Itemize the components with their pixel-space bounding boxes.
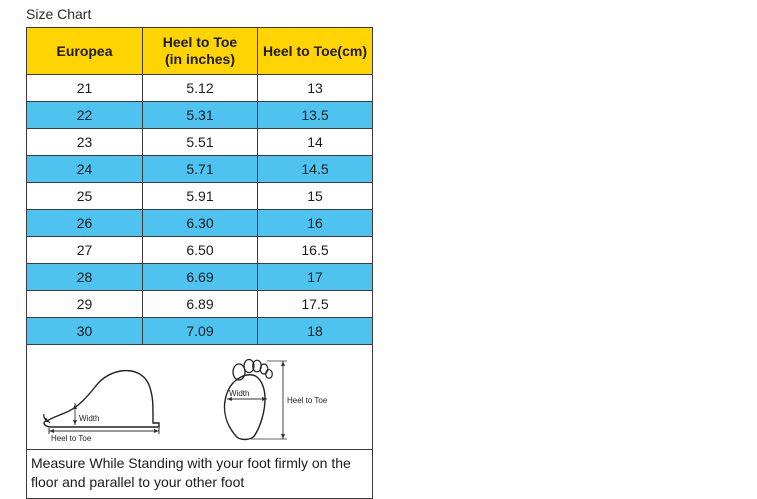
table-row: [27, 183, 373, 210]
cell-cm: 16: [258, 210, 373, 237]
cell-inches: 5.51: [143, 129, 258, 156]
cell-inches: 7.09: [143, 318, 258, 345]
size-chart-table: [26, 27, 373, 499]
table-row: [27, 291, 373, 318]
column-header-heel-to-toe-cm: [258, 28, 373, 75]
cell-europea: 22: [27, 102, 143, 129]
cell-europea: 25: [27, 183, 143, 210]
cell-inches: 5.91: [143, 183, 258, 210]
column-header-inches-line1: Heel to Toe: [162, 34, 238, 50]
table-row: [27, 264, 373, 291]
side-view-heel-to-toe-label: Heel to Toe: [51, 434, 92, 443]
cell-europea: 29: [27, 291, 143, 318]
cell-inches: 6.69: [143, 264, 258, 291]
column-header-heel-to-toe-inches: [143, 28, 258, 75]
cell-inches: 6.30: [143, 210, 258, 237]
table-row: [27, 210, 373, 237]
cell-inches: 5.12: [143, 75, 258, 102]
cell-europea: 21: [27, 75, 143, 102]
cell-europea: 28: [27, 264, 143, 291]
cell-europea: 30: [27, 318, 143, 345]
cell-inches: 6.89: [143, 291, 258, 318]
cell-cm: 16.5: [258, 237, 373, 264]
column-header-europea: [27, 28, 143, 75]
top-view-width-label: Width: [229, 389, 250, 398]
cell-cm: 13.5: [258, 102, 373, 129]
cell-cm: 15: [258, 183, 373, 210]
top-view-heel-to-toe-label: Heel to Toe: [287, 396, 328, 405]
cell-europea: 27: [27, 237, 143, 264]
cell-inches: 6.50: [143, 237, 258, 264]
cell-cm: 17.5: [258, 291, 373, 318]
measurement-diagram: [27, 345, 372, 449]
table-header: [27, 28, 373, 75]
cell-cm: 17: [258, 264, 373, 291]
table-row: [27, 102, 373, 129]
measurement-note: Measure While Standing with your foot firmly on the floor and parallel to your other foot: [27, 450, 373, 499]
column-header-europea-line1: Europea: [56, 42, 113, 59]
cell-europea: 24: [27, 156, 143, 183]
cell-cm: 18: [258, 318, 373, 345]
table-row: [27, 75, 373, 102]
cell-cm: 14.5: [258, 156, 373, 183]
foot-side-view-icon: [39, 359, 179, 447]
foot-top-view-icon: [187, 351, 337, 447]
cell-cm: 13: [258, 75, 373, 102]
cell-europea: 26: [27, 210, 143, 237]
measurement-diagram-cell: [27, 345, 373, 450]
cell-inches: 5.71: [143, 156, 258, 183]
table-row: [27, 318, 373, 345]
table-row: [27, 129, 373, 156]
table-row: [27, 237, 373, 264]
table-row: [27, 156, 373, 183]
diagram-row: [27, 345, 373, 450]
cell-inches: 5.31: [143, 102, 258, 129]
cell-cm: 14: [258, 129, 373, 156]
column-header-cm-line1: Heel to Toe(cm): [263, 42, 367, 59]
table-header-row: [27, 28, 373, 75]
cell-europea: 23: [27, 129, 143, 156]
column-header-inches-line2: (in inches): [164, 51, 235, 67]
side-view-width-label: Width: [79, 414, 100, 423]
page-title: Size Chart: [26, 6, 92, 22]
table-body: [27, 75, 373, 499]
note-row: [27, 450, 373, 499]
